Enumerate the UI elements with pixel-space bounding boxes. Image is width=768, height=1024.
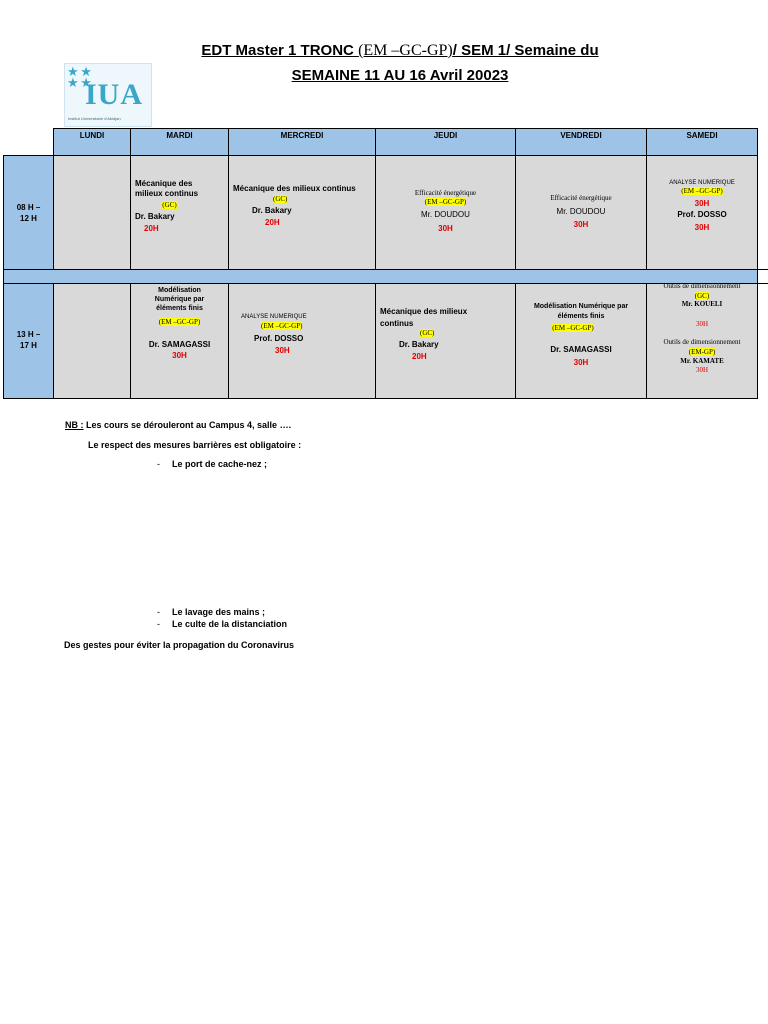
cell-samedi-afternoon: [646, 283, 758, 399]
nb-text: Les cours se dérouleront au Campus 4, salle ….: [83, 420, 292, 430]
course-group-2: (EM-GP): [688, 348, 716, 356]
title-part1: EDT Master 1 TRONC: [201, 42, 354, 59]
bullet-dash: -: [157, 619, 160, 629]
course-group: (GC): [162, 201, 177, 209]
page-title: [100, 42, 700, 60]
break-row: [3, 269, 758, 284]
nb-label: NB :: [65, 420, 84, 430]
course-teacher: Mr. DOUDOU: [556, 207, 606, 216]
course-hours: 30H: [573, 220, 589, 229]
course-hours: 20H: [412, 352, 427, 361]
course-teacher: Dr. Bakary: [135, 212, 175, 221]
bullet-dash: -: [157, 459, 160, 469]
note-item-handwash: Le lavage des mains ;: [172, 607, 266, 617]
slot-morning: [3, 155, 54, 270]
note-closing: Des gestes pour éviter la propagation du Coronavirus: [64, 640, 295, 650]
course-group-1: (GC): [694, 292, 710, 300]
day-header-jeudi: JEUDI: [375, 128, 516, 156]
slot-afternoon: [3, 283, 54, 399]
day-header-lundi: LUNDI: [53, 128, 131, 156]
course-hours: 30H: [172, 351, 187, 360]
course-group: (EM –GC-GP): [158, 318, 201, 326]
course-hours: 20H: [144, 224, 159, 233]
course-group: (GC): [420, 329, 435, 337]
note-item-distance: Le culte de la distanciation: [172, 619, 288, 629]
course-teacher: Prof. DOSSO: [677, 210, 727, 219]
bullet-dash: -: [157, 607, 160, 617]
note-respect: Le respect des mesures barrières est obligatoire :: [88, 440, 302, 450]
course-title: Mécanique des milieux continus: [233, 184, 356, 193]
course-teacher: Dr. Bakary: [252, 206, 292, 215]
cell-samedi-morning: [646, 155, 758, 270]
cell-lundi-morning: [53, 155, 131, 270]
slot-afternoon-label: 13 H – 17 H: [16, 330, 41, 350]
course-teacher-2: Mr. KAMATE: [680, 357, 724, 365]
course-teacher: Dr. SAMAGASSI: [550, 345, 612, 354]
cell-vendredi-afternoon: [515, 283, 647, 399]
course-group: (EM –GC-GP): [261, 322, 303, 330]
cell-jeudi-morning: [375, 155, 516, 270]
iua-logo: [64, 63, 152, 127]
course-group: (EM –GC-GP): [424, 198, 467, 206]
course-hours: 30H: [573, 358, 589, 367]
course-teacher: Mr. DOUDOU: [421, 210, 470, 219]
course-title-1: Outils de dimensionnement: [663, 282, 741, 290]
cell-jeudi-afternoon: [375, 283, 516, 399]
course-teacher: Prof. DOSSO: [254, 334, 304, 343]
course-hours-a: 30H: [694, 199, 710, 208]
logo-subtitle: Institut Universitaire d'Abidjan: [68, 116, 121, 121]
course-teacher: Dr. SAMAGASSI: [148, 340, 211, 349]
title-group: (EM –GC-GP): [358, 42, 453, 59]
day-header-mercredi: MERCREDI: [228, 128, 376, 156]
course-title: Efficacité énergétique: [414, 189, 477, 197]
course-title: ANALYSE NUMERIQUE: [241, 314, 307, 320]
course-teacher: Dr. Bakary: [399, 340, 439, 349]
course-hours: 30H: [275, 346, 290, 355]
page-subtitle: SEMAINE 11 AU 16 Avril 20023: [291, 67, 509, 84]
course-title: Modélisation Numérique par éléments finis: [154, 287, 205, 312]
course-hours-2: 30H: [695, 366, 709, 374]
day-header-mardi: MARDI: [130, 128, 229, 156]
day-header-samedi: SAMEDI: [646, 128, 758, 156]
course-title: ANALYSE NUMERIQUE: [669, 180, 735, 186]
course-title: Efficacité énergétique: [550, 194, 612, 202]
course-title: Mécanique des milieux continus: [380, 307, 468, 328]
title-part2: / SEM 1/ Semaine du: [452, 42, 599, 59]
course-hours: 30H: [438, 224, 453, 233]
note-item-mask: Le port de cache-nez ;: [172, 459, 268, 469]
cell-vendredi-morning: [515, 155, 647, 270]
note-location: [65, 420, 291, 430]
cell-mercredi-morning: [228, 155, 376, 270]
slot-morning-label: 08 H – 12 H: [16, 203, 41, 223]
day-header-vendredi: VENDREDI: [515, 128, 647, 156]
course-group: (GC): [273, 195, 288, 203]
cell-mardi-afternoon: [130, 283, 229, 399]
course-title: Mécanique des milieux continus: [135, 179, 199, 198]
cell-lundi-afternoon: [53, 283, 131, 399]
course-hours: 20H: [265, 218, 280, 227]
course-group: (EM –GC-GP): [552, 324, 594, 332]
course-hours-1: 30H: [695, 320, 709, 328]
cell-mercredi-afternoon: [228, 283, 376, 399]
course-title: Modélisation Numérique par éléments finis: [533, 303, 629, 320]
course-hours: 30H: [694, 223, 710, 232]
table-edge-line: [758, 269, 768, 270]
table-edge-line: [758, 283, 768, 284]
course-title-2: Outils de dimensionnement: [663, 338, 741, 346]
course-teacher-1: Mr. KOUELI: [681, 300, 723, 308]
stars-icon: ★ ★ ★ ★: [67, 64, 91, 90]
logo-text: IUA: [85, 78, 144, 111]
cell-mardi-morning: [130, 155, 229, 270]
course-group: (EM –GC-GP): [681, 187, 723, 195]
